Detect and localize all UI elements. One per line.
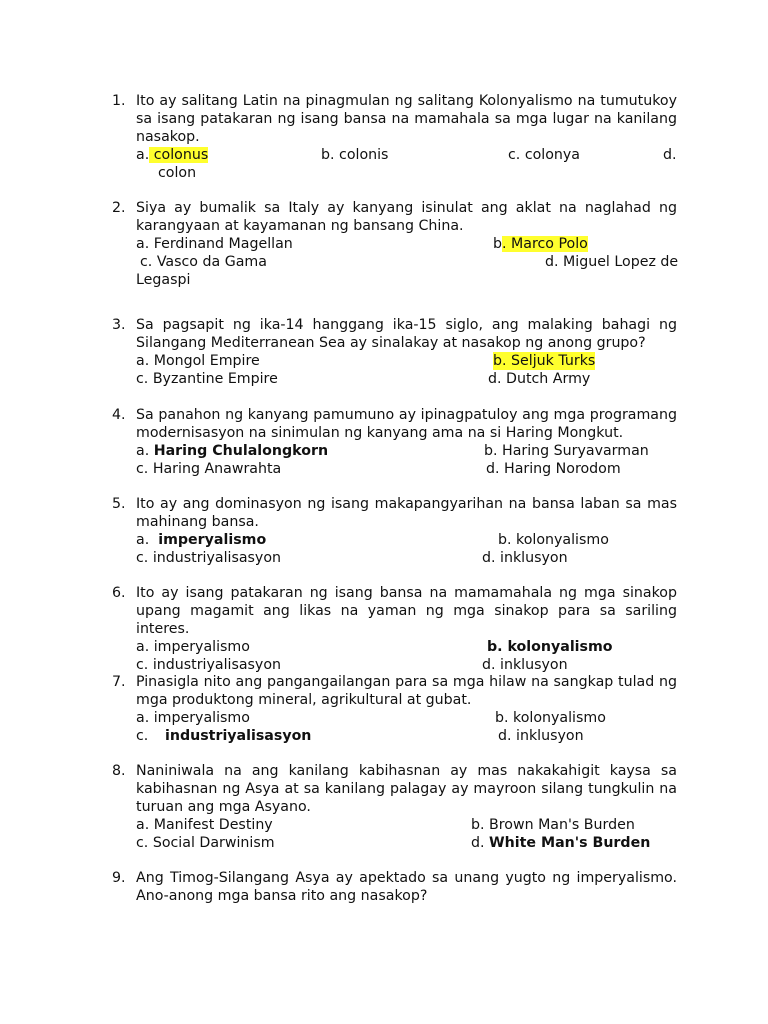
question-text: Ang Timog-Silangang Asya ay apektado sa unang yugto ng imperyalismo. Ano-anong mga bansa rito ang nasakop? bbox=[136, 870, 677, 904]
question-8 bbox=[112, 762, 677, 852]
option-a: a. Mongol Empire bbox=[136, 353, 260, 369]
question-1 bbox=[112, 92, 677, 182]
question-number: 6. bbox=[112, 585, 126, 601]
option-d: d. Haring Norodom bbox=[486, 461, 621, 477]
question-text: Pinasigla nito ang pangangailangan para sa mga hilaw na sangkap tulad ng mga produktong mineral, agrikultural at gubat. bbox=[136, 674, 677, 708]
option-a: a. Manifest Destiny bbox=[136, 817, 273, 833]
option-d: d. inklusyon bbox=[482, 550, 568, 566]
option-d: d. Dutch Army bbox=[488, 371, 591, 387]
option-c: c. Social Darwinism bbox=[136, 835, 275, 851]
option-prefix: a. bbox=[136, 532, 150, 548]
question-3 bbox=[112, 316, 677, 388]
answer-options bbox=[136, 638, 677, 674]
option-b: b. colonis bbox=[321, 147, 389, 163]
option-prefix: b bbox=[493, 236, 503, 252]
question-number: 2. bbox=[112, 200, 126, 216]
option-d: d. Miguel Lopez de bbox=[545, 254, 679, 270]
question-text: Siya ay bumalik sa Italy ay kanyang isinulat ang aklat na naglahad ng karangyaan at kayamanan ng bansang China. bbox=[136, 200, 677, 234]
option-d: colon bbox=[158, 165, 197, 181]
option-a bbox=[136, 531, 266, 549]
question-text: Ito ay isang patakaran ng isang bansa na mamamahala ng mga sinakop upang magamit ang likas na yaman ng mga sinakop para sa sariling interes. bbox=[136, 585, 677, 637]
option-c: c. Byzantine Empire bbox=[136, 371, 278, 387]
option-c-prefix: c. bbox=[136, 728, 149, 744]
option-b-highlighted: b. Seljuk Turks bbox=[493, 353, 596, 369]
option-c: c. industriyalisasyon bbox=[136, 657, 281, 673]
option-c: c. colonya bbox=[508, 147, 581, 163]
option-a-highlighted: colonus bbox=[149, 147, 209, 163]
question-text: Sa pagsapit ng ika-14 hanggang ika-15 siglo, ang malaking bahagi ng Silangang Mediterranean Sea ay sinalakay at nasakop ng anong grupo? bbox=[136, 317, 677, 351]
option-b: b. Haring Suryavarman bbox=[484, 443, 649, 459]
question-number: 8. bbox=[112, 763, 126, 779]
question-number: 3. bbox=[112, 317, 126, 333]
option-b: b. kolonyalismo bbox=[498, 532, 609, 548]
option-a: a. Ferdinand Magellan bbox=[136, 236, 293, 252]
option-d-bold: White Man's Burden bbox=[489, 835, 651, 851]
question-text: Ito ay salitang Latin na pinagmulan ng salitang Kolonyalismo na tumutukoy sa isang patakaran ng isang bansa na mamahala sa mga lugar na kanilang nasakop. bbox=[136, 93, 677, 145]
question-number: 7. bbox=[112, 674, 126, 690]
option-c: c. Haring Anawrahta bbox=[136, 461, 282, 477]
option-prefix: a. bbox=[136, 147, 150, 163]
answer-options bbox=[136, 442, 677, 478]
option-d: d. inklusyon bbox=[498, 728, 584, 744]
question-number: 1. bbox=[112, 93, 126, 109]
question-number: 5. bbox=[112, 496, 126, 512]
question-4 bbox=[112, 406, 677, 478]
option-a-bold: Haring Chulalongkorn bbox=[153, 443, 329, 459]
option-d-prefix: d. bbox=[663, 147, 677, 163]
option-d: d. inklusyon bbox=[482, 657, 568, 673]
option-c: c. industriyalisasyon bbox=[136, 550, 281, 566]
option-b bbox=[493, 235, 588, 253]
question-5 bbox=[112, 495, 677, 567]
answer-options bbox=[136, 146, 677, 182]
option-a bbox=[136, 146, 208, 164]
option-a: a. imperyalismo bbox=[136, 710, 250, 726]
option-c-bold: industriyalisasyon bbox=[165, 728, 312, 744]
question-9 bbox=[112, 869, 677, 905]
option-b: b. Brown Man's Burden bbox=[471, 817, 635, 833]
answer-options bbox=[136, 531, 677, 567]
option-d bbox=[471, 834, 650, 852]
answer-options bbox=[136, 709, 677, 745]
question-number: 4. bbox=[112, 407, 126, 423]
question-7 bbox=[112, 673, 677, 745]
option-a-bold: imperyalismo bbox=[158, 532, 267, 548]
option-a: a. imperyalismo bbox=[136, 639, 250, 655]
question-text: Ito ay ang dominasyon ng isang makapangyarihan na bansa laban sa mas mahinang bansa. bbox=[136, 496, 677, 530]
option-b-bold: b. kolonyalismo bbox=[487, 639, 613, 655]
option-a bbox=[136, 442, 328, 460]
option-c: c. Vasco da Gama bbox=[140, 254, 267, 270]
answer-options bbox=[136, 816, 677, 852]
question-text: Sa panahon ng kanyang pamumuno ay ipinagpatuloy ang mga programang modernisasyon na sinimulan ng kanyang ama na si Haring Mongkut. bbox=[136, 407, 677, 441]
answer-options bbox=[136, 352, 677, 388]
option-d-continued: Legaspi bbox=[136, 272, 191, 288]
answer-options bbox=[136, 235, 677, 289]
question-6 bbox=[112, 584, 677, 674]
question-2 bbox=[112, 199, 679, 289]
option-b: b. kolonyalismo bbox=[495, 710, 606, 726]
option-prefix: d. bbox=[471, 835, 485, 851]
question-number: 9. bbox=[112, 870, 126, 886]
question-text: Naniniwala na ang kanilang kabihasnan ay mas nakakahigit kaysa sa kabihasnan ng Asya at sa kanilang palagay ay mayroon silang tungkulin na turuan ang mga Asyano. bbox=[136, 763, 677, 815]
option-b-highlighted: . Marco Polo bbox=[502, 236, 588, 252]
option-prefix: a. bbox=[136, 443, 150, 459]
